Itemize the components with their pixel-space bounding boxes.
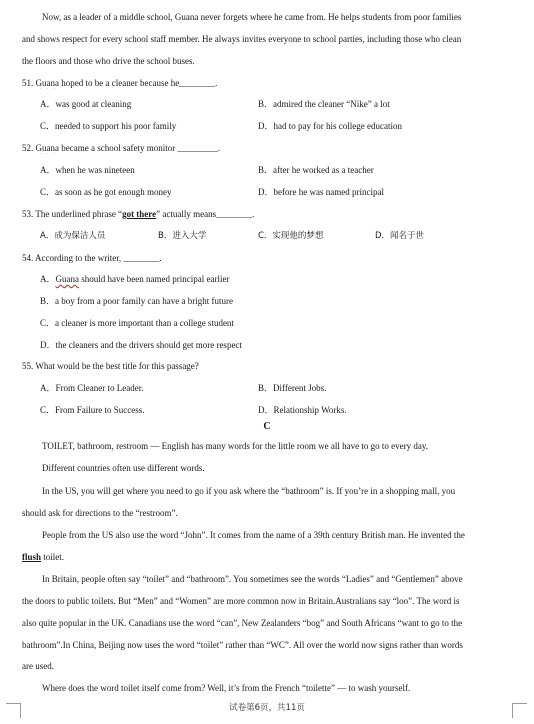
option-text: should have been named principal earlier — [79, 274, 230, 284]
option-d: D．Relationship Works. — [258, 405, 347, 415]
passage-line: Different countries often use different words. — [42, 463, 205, 473]
question-stem: ” actually means________. — [156, 209, 255, 219]
question-stem: According to the writer, ________. — [35, 253, 162, 263]
option-a — [40, 273, 229, 285]
question-stem: became a school safety monitor _________. — [59, 143, 221, 153]
passage-line: In Britain, people often say “toilet” and “bathroom”. You sometimes see the words “Ladies” and “Gentlemen” above — [42, 574, 463, 584]
passage-line — [42, 11, 516, 23]
question-52 — [22, 142, 516, 154]
question-55 — [22, 360, 516, 372]
name-zealanders: Zealanders — [260, 618, 301, 628]
option-a: A．was good at cleaning — [40, 99, 132, 109]
option-a: A．成为保洁人员 — [40, 231, 106, 241]
name-guana: Guana — [174, 12, 199, 22]
option-c: C．as soon as he got enough money — [40, 187, 172, 197]
question-53 — [22, 208, 516, 220]
option-c: C．needed to support his poor family — [40, 121, 177, 131]
passage-line: bathroom”.In China, Beijing now uses the word “toilet” rather than “WC”. All over the world now signs rather than words — [22, 640, 463, 650]
underlined-phrase: got there — [122, 209, 157, 219]
passage-line: the floors and those who drive the school buses. — [22, 56, 195, 66]
passage-line — [22, 617, 516, 629]
question-stem: What would be the best title for this passage? — [35, 361, 199, 371]
question-stem: hoped to be a cleaner because he________. — [59, 78, 218, 88]
option-c: C．实现他的梦想 — [258, 231, 324, 241]
passage-line — [22, 551, 516, 563]
option-b: B．Different Jobs. — [258, 383, 327, 393]
section-heading: C — [263, 421, 271, 432]
passage-text: also quite popular in the UK. Canadians use the word “can”, New — [22, 618, 261, 628]
passage-text: never forgets where he came from. He helps students from poor families — [198, 12, 462, 22]
passage-line: the doors to public toilets. But “Men” and “Women” are more common now in Britain.Australians say “loo”. The word is — [22, 596, 460, 606]
passage-text: toilet. — [41, 552, 65, 562]
option-a: A．when he was nineteen — [40, 165, 135, 175]
option-b: B．admired the cleaner “Nike” a lot — [258, 99, 390, 109]
option-b: B．after he worked as a teacher — [258, 165, 374, 175]
name-guana: Guana — [35, 143, 59, 153]
question-54 — [22, 252, 516, 264]
option-b: B．进入大学 — [158, 231, 207, 241]
name-guana: Guana — [55, 274, 79, 284]
option-c: C．From Failure to Success. — [40, 405, 145, 415]
underlined-word: flush — [22, 552, 42, 562]
question-number: 51. — [22, 78, 34, 88]
option-b: B．a boy from a poor family can have a bright future — [40, 296, 233, 306]
option-letter: A． — [40, 274, 56, 284]
question-stem: The underlined phrase “ — [35, 209, 123, 219]
option-d: D．before he was named principal — [258, 187, 384, 197]
question-number: 53. — [22, 209, 34, 219]
passage-text: Now, as a leader of a middle school, — [42, 12, 175, 22]
question-number: 55. — [22, 361, 34, 371]
passage-line: are used. — [22, 661, 54, 671]
question-number: 52. — [22, 143, 34, 153]
passage-line: and shows respect for every school staff member. He always invites everyone to school parties, including those who clean — [22, 34, 462, 44]
option-d: D．had to pay for his college education — [258, 121, 402, 131]
option-c: C．a cleaner is more important than a college student — [40, 318, 234, 328]
option-d: D．the cleaners and the drivers should get more respect — [40, 340, 242, 350]
passage-line: should ask for directions to the “restroom”. — [22, 508, 178, 518]
page-footer: 试卷第6页，共11页 — [229, 703, 305, 713]
option-d: D．闻名于世 — [375, 231, 425, 241]
name-guana: Guana — [35, 78, 59, 88]
passage-line: In the US, you will get where you need to go if you ask where the “bathroom” is. If you’re in a shopping mall, you — [42, 486, 456, 496]
passage-line: Where does the word toilet itself come from? Well, it’s from the French “toilette” — to wash yourself. — [42, 683, 411, 693]
passage-line: People from the US also use the word “John”. It comes from the name of a 39th century British man. He invented the — [42, 530, 465, 540]
question-number: 54. — [22, 253, 34, 263]
question-51 — [22, 77, 516, 89]
option-a: A．From Cleaner to Leader. — [40, 383, 144, 393]
passage-text: “bog” and South Africans “want to go to the — [300, 618, 463, 628]
passage-line: TOILET, bathroom, restroom — English has many words for the little room we all have to go to every day. — [42, 441, 428, 451]
